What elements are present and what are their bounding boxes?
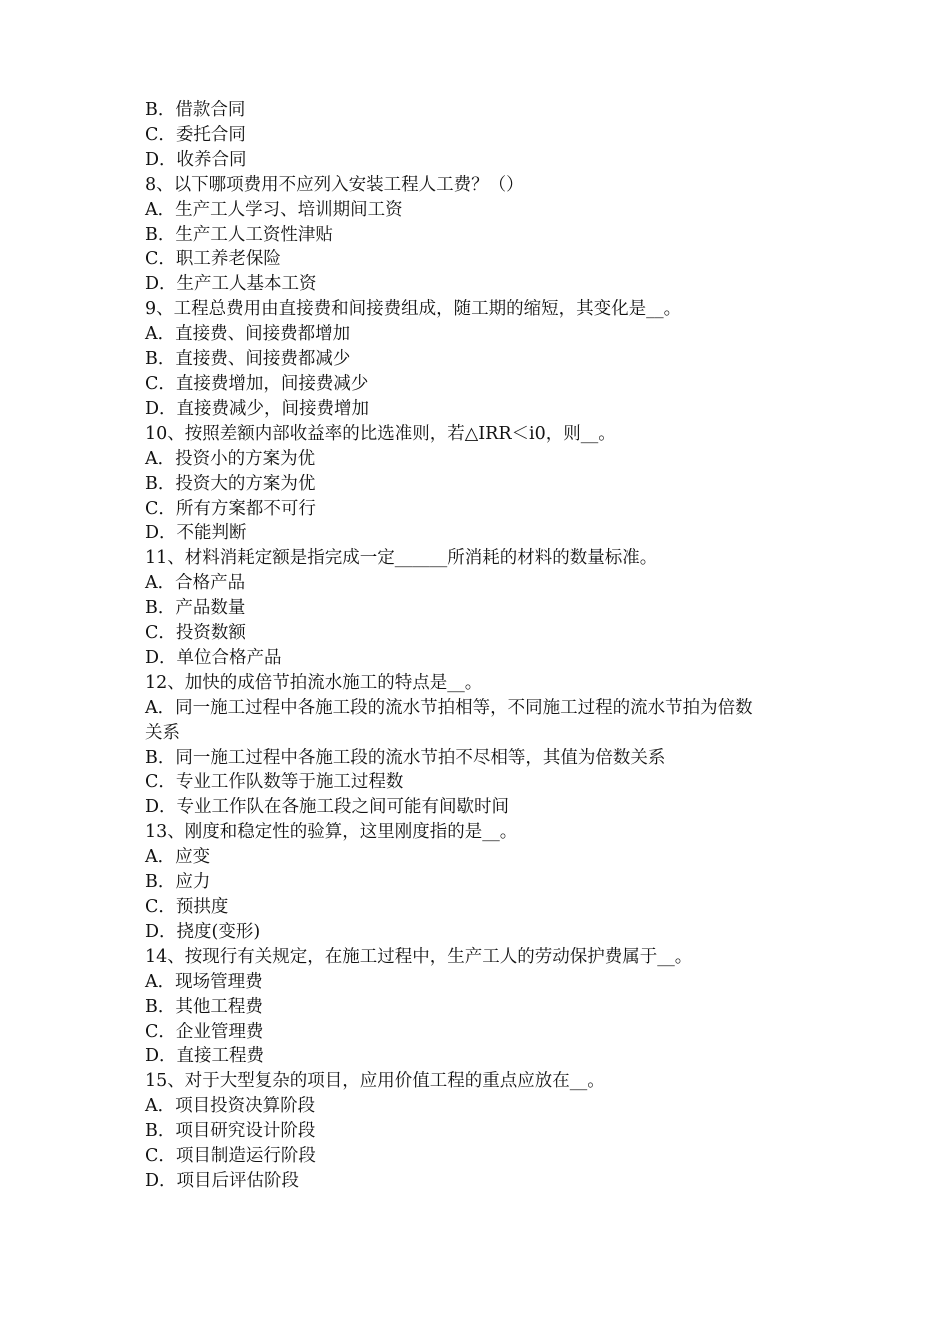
question-line: 15、对于大型复杂的项目，应用价值工程的重点应放在__。 bbox=[145, 1071, 605, 1092]
option-line: D．生产工人基本工资 bbox=[145, 274, 317, 295]
option-line: B．借款合同 bbox=[145, 100, 246, 120]
option-line: D．专业工作队在各施工段之间可能有间歇时间 bbox=[145, 797, 510, 818]
option-line: D．项目后评估阶段 bbox=[145, 1170, 300, 1191]
option-line: C．项目制造运行阶段 bbox=[145, 1146, 316, 1167]
option-line-continuation: 关系 bbox=[145, 722, 180, 743]
option-line: B．同一施工过程中各施工段的流水节拍不尽相等，其值为倍数关系 bbox=[145, 747, 666, 768]
option-line: D．收养合同 bbox=[145, 149, 247, 170]
question-line: 10、按照差额内部收益率的比选准则，若△IRR＜i0，则__。 bbox=[145, 423, 616, 444]
option-line: D．单位合格产品 bbox=[145, 647, 282, 668]
option-line: D．挠度(变形) bbox=[145, 921, 261, 942]
option-line: C．预拱度 bbox=[145, 897, 229, 917]
option-line: C．职工养老保险 bbox=[145, 249, 281, 270]
question-line: 12、加快的成倍节拍流水施工的特点是__。 bbox=[145, 672, 483, 693]
option-line: A．合格产品 bbox=[145, 573, 246, 594]
option-line: B．产品数量 bbox=[145, 598, 246, 619]
option-line: B．其他工程费 bbox=[145, 996, 263, 1017]
question-line: 8、以下哪项费用不应列入安装工程人工费？（） bbox=[145, 174, 524, 195]
question-line: 9、工程总费用由直接费和间接费组成，随工期的缩短，其变化是__。 bbox=[145, 299, 682, 320]
option-line: A．生产工人学习、培训期间工资 bbox=[145, 199, 403, 220]
option-line: A．应变 bbox=[145, 847, 211, 868]
question-line: 13、刚度和稳定性的验算，这里刚度指的是__。 bbox=[145, 822, 518, 843]
option-line: B．直接费、间接费都减少 bbox=[145, 349, 351, 370]
option-line: A．项目投资决算阶段 bbox=[145, 1096, 316, 1117]
option-line: C．直接费增加，间接费减少 bbox=[145, 373, 369, 394]
option-line: D．直接费减少，间接费增加 bbox=[145, 398, 370, 419]
option-line: B．项目研究设计阶段 bbox=[145, 1121, 316, 1142]
option-line: C．所有方案都不可行 bbox=[145, 498, 316, 519]
option-line: B．应力 bbox=[145, 872, 211, 893]
option-line: B．投资大的方案为优 bbox=[145, 473, 316, 494]
option-line: D．直接工程费 bbox=[145, 1046, 265, 1067]
option-line: A．直接费、间接费都增加 bbox=[145, 324, 351, 345]
question-line: 14、按现行有关规定，在施工过程中，生产工人的劳动保护费属于__。 bbox=[145, 946, 693, 967]
option-line: A．现场管理费 bbox=[145, 971, 263, 992]
option-line: A．投资小的方案为优 bbox=[145, 448, 316, 469]
option-line: B．生产工人工资性津贴 bbox=[145, 224, 333, 245]
question-line: 11、材料消耗定额是指完成一定______所消耗的材料的数量标准。 bbox=[145, 548, 658, 569]
document-body bbox=[145, 98, 825, 1194]
option-line: C．企业管理费 bbox=[145, 1021, 264, 1042]
option-line: C．投资数额 bbox=[145, 623, 246, 644]
option-line: A．同一施工过程中各施工段的流水节拍相等，不同施工过程的流水节拍为倍数 bbox=[145, 697, 753, 718]
option-line: C．委托合同 bbox=[145, 124, 246, 145]
option-line: D．不能判断 bbox=[145, 523, 247, 544]
option-line: C．专业工作队数等于施工过程数 bbox=[145, 772, 404, 793]
